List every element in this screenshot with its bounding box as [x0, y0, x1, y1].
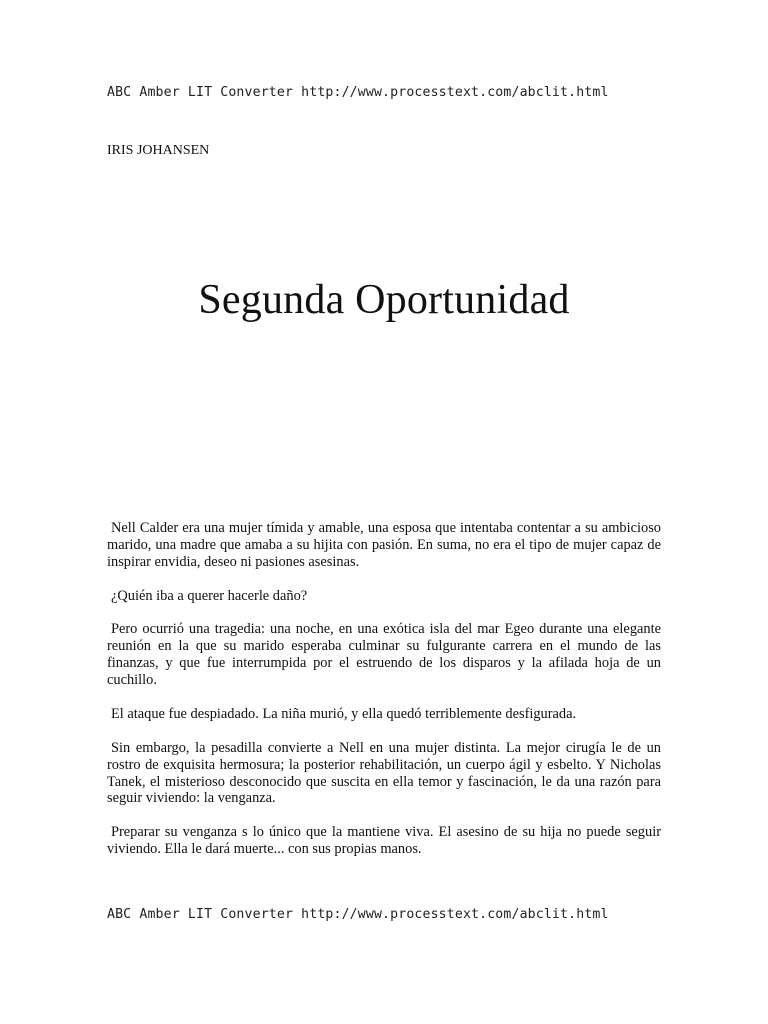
- book-title: Segunda Oportunidad: [198, 277, 570, 323]
- paragraph: Sin embargo, la pesadilla convierte a Nell en una mujer distinta. La mejor cirugía le de un rostro de exquisita hermosura; la posterior rehabilitación, un cuerpo ágil y esbelto. Y Nicholas Tanek, el misterioso desconocido que suscita en ella temor y fascinación, le da una razón para seguir viviendo: la venganza.: [107, 739, 661, 807]
- converter-header-line: ABC Amber LIT Converter http://www.processtext.com/abclit.html: [107, 85, 609, 100]
- converter-footer-line: ABC Amber LIT Converter http://www.processtext.com/abclit.html: [107, 907, 609, 922]
- paragraph: El ataque fue despiadado. La niña murió, y ella quedó terriblemente desfigurada.: [111, 705, 577, 722]
- synopsis-text: [107, 520, 661, 875]
- paragraph: Nell Calder era una mujer tímida y amable, una esposa que intentaba contentar a su ambicioso marido, una madre que amaba a su hijita con pasión. En suma, no era el tipo de mujer capaz de inspirar envidia, deseo ni pasiones asesinas.: [107, 520, 661, 570]
- author-name: IRIS JOHANSEN: [107, 143, 210, 158]
- paragraph: ¿Quién iba a querer hacerle daño?: [111, 587, 308, 604]
- paragraph: Pero ocurrió una tragedia: una noche, en una exótica isla del mar Egeo durante una elegante reunión en la que su marido esperaba culminar su fulgurante carrera en el mundo de las finanzas, y que fue interrumpida por el estruendo de los disparos y la afilada hoja de un cuchillo.: [107, 621, 661, 689]
- paragraph: Preparar su venganza s lo único que la mantiene viva. El asesino de su hija no puede seguir viviendo. Ella le dará muerte... con sus propias manos.: [107, 824, 661, 858]
